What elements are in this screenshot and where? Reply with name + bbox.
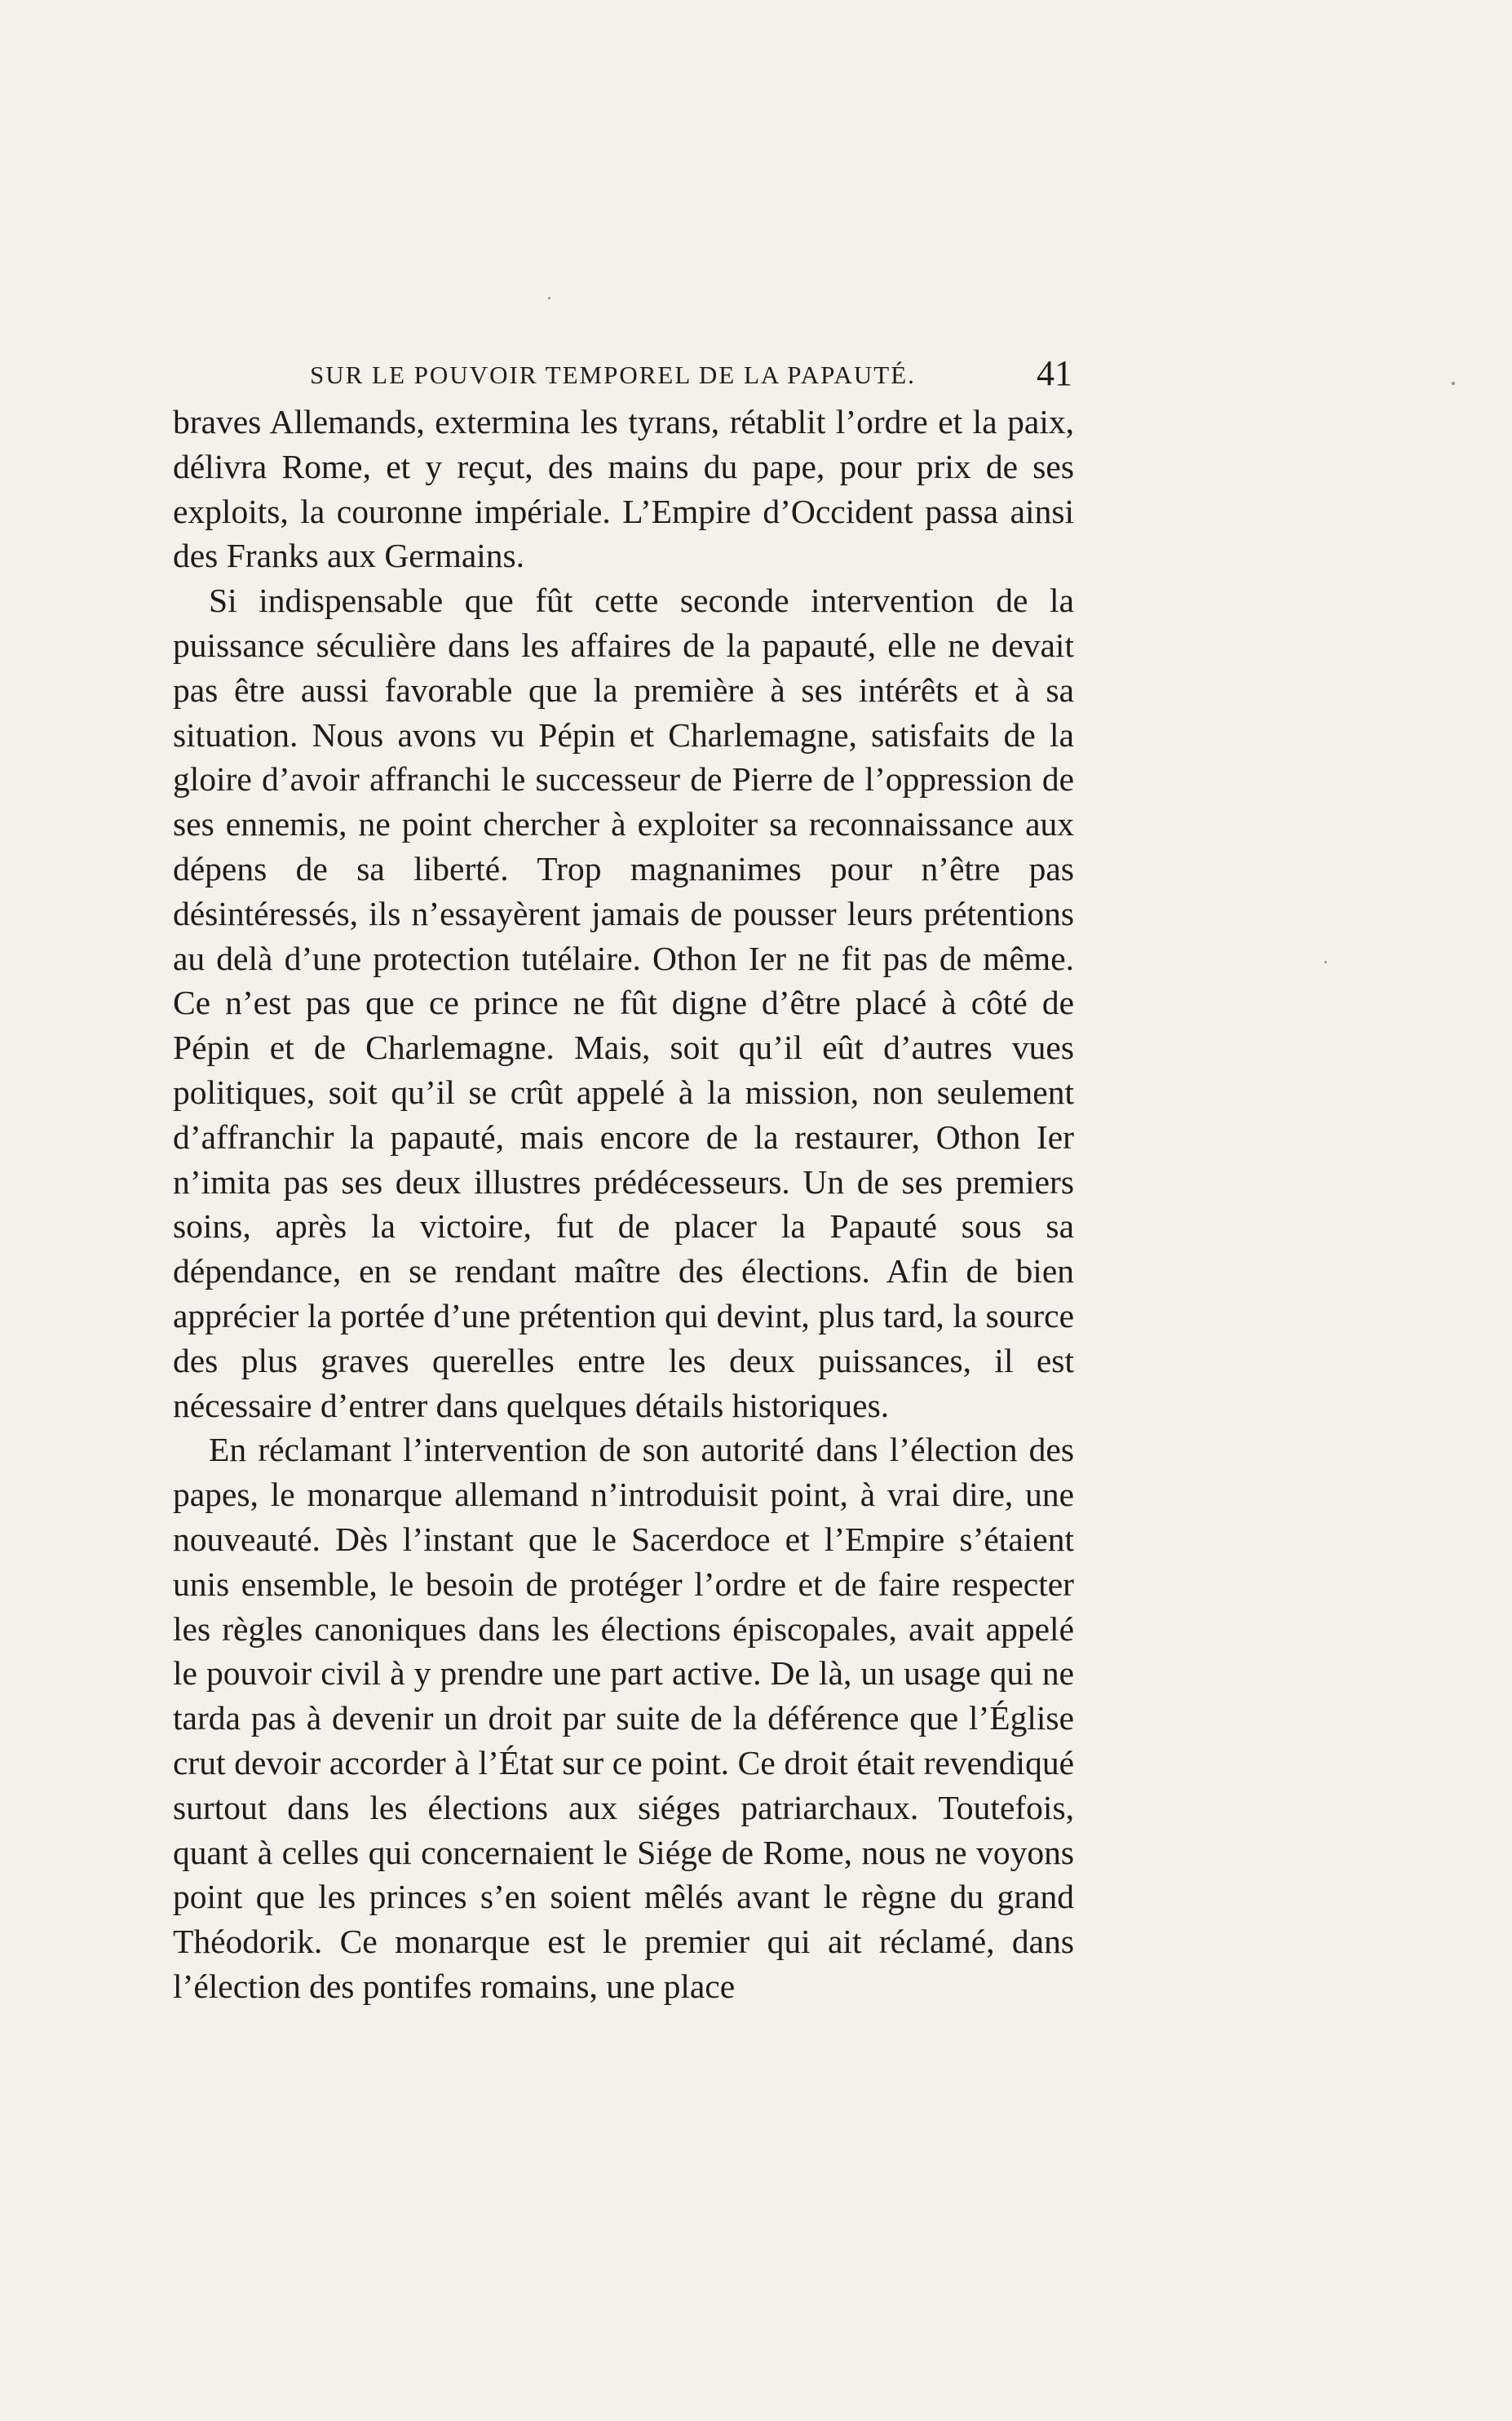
paragraph-3: En réclamant l’intervention de son autorité dans l’élection des papes, le monarque allemand n’introduisit point, à vrai dire, une nouveauté. Dès l’instant que le Sacerdoce et l’Empire s’étaient unis ensemble, le besoin de protéger l’ordre et de faire respecter les règles canoniques dans les élections épiscopales, avait appelé le pouvoir civil à y prendre une part active. De là, un usage qui ne tarda pas à devenir un droit par suite de la déférence que l’Église crut devoir accorder à l’État sur ce point. Ce droit était revendiqué surtout dans les élections aux siéges patriarchaux. Toutefois, quant à celles qui concernaient le Siége de Rome, nous ne voyons point que les princes s’en soient mêlés avant le règne du grand Théodorik. Ce monarque est le premier qui ait réclamé, dans l’élection des pontifes romains, une place xyxy=(173,1431,1074,2005)
page-header xyxy=(310,352,1072,401)
paragraph-2: Si indispensable que fût cette seconde intervention de la puissance séculière dans les affaires de la papauté, elle ne devait pas être aussi favorable que la première à ses intérêts et à sa situation. Nous avons vu Pépin et Charlemagne, satisfaits de la gloire d’avoir affranchi le successeur de Pierre de l’oppression de ses ennemis, ne point chercher à exploiter sa reconnaissance aux dépens de sa liberté. Trop magnanimes pour n’être pas désintéressés, ils n’essayèrent jamais de pousser leurs prétentions au delà d’une protection tutélaire. Othon Ier ne fit pas de même. Ce n’est pas que ce prince ne fût digne d’être placé à côté de Pépin et de Charlemagne. Mais, soit qu’il eût d’autres vues politiques, soit qu’il se crût appelé à la mission, non seulement d’affranchir la papauté, mais encore de la restaurer, Othon Ier n’imita pas ses deux illustres prédécesseurs. Un de ses premiers soins, après la victoire, fut de placer la Papauté sous sa dépendance, en se rendant maître des élections. Afin de bien apprécier la portée d’une prétention qui devint, plus tard, la source des plus graves querelles entre les deux puissances, il est nécessaire d’entrer dans quelques détails historiques. xyxy=(173,582,1074,1424)
paragraph-1: braves Allemands, extermina les tyrans, rétablit l’ordre et la paix, délivra Rome, et y reçut, des mains du pape, pour prix de ses exploits, la couronne impériale. L’Empire d’Occident passa ainsi des Franks aux Germains. xyxy=(173,403,1074,575)
scan-speck xyxy=(1452,382,1455,385)
scan-speck xyxy=(548,297,550,299)
page-number: 41 xyxy=(1037,353,1072,393)
body-text xyxy=(173,400,1074,2009)
scan-speck xyxy=(1324,961,1327,963)
running-title: SUR LE POUVOIR TEMPOREL DE LA PAPAUTÉ. xyxy=(310,361,916,389)
